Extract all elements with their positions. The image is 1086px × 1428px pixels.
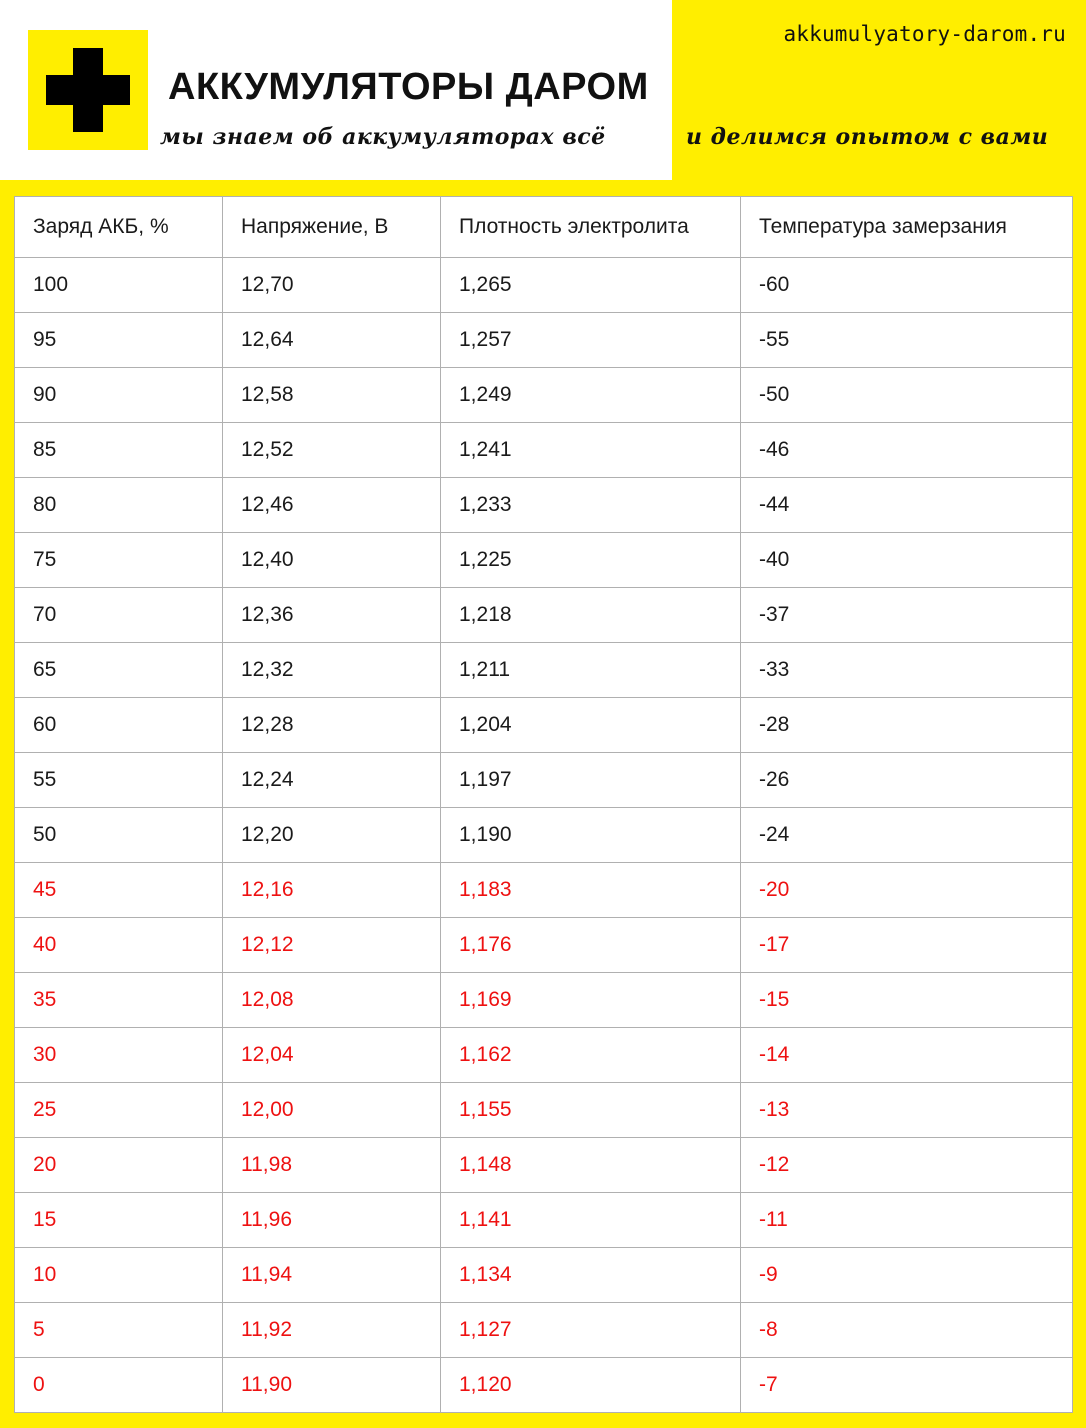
cell-voltage: 12,32 [223,643,441,698]
column-header-freezing-temp: Температура замерзания [741,197,1073,258]
cell-charge: 15 [15,1193,223,1248]
cell-voltage: 12,00 [223,1083,441,1138]
cell-freezing-temp: -50 [741,368,1073,423]
cell-freezing-temp: -9 [741,1248,1073,1303]
cell-freezing-temp: -24 [741,808,1073,863]
cell-density: 1,249 [441,368,741,423]
cell-freezing-temp: -26 [741,753,1073,808]
table-row [15,698,1073,753]
table-row [15,863,1073,918]
cell-freezing-temp: -60 [741,258,1073,313]
cell-density: 1,204 [441,698,741,753]
page-header [0,0,1086,180]
cell-freezing-temp: -55 [741,313,1073,368]
cell-voltage: 12,24 [223,753,441,808]
cell-density: 1,120 [441,1358,741,1413]
cell-freezing-temp: -40 [741,533,1073,588]
cell-density: 1,155 [441,1083,741,1138]
cell-freezing-temp: -28 [741,698,1073,753]
cell-charge: 60 [15,698,223,753]
cell-charge: 50 [15,808,223,863]
table-row [15,1028,1073,1083]
cell-freezing-temp: -33 [741,643,1073,698]
table-row [15,1358,1073,1413]
cell-freezing-temp: -15 [741,973,1073,1028]
table-row [15,1083,1073,1138]
cell-density: 1,190 [441,808,741,863]
cell-density: 1,233 [441,478,741,533]
cell-density: 1,257 [441,313,741,368]
cell-voltage: 12,36 [223,588,441,643]
cell-density: 1,211 [441,643,741,698]
cell-charge: 45 [15,863,223,918]
cell-density: 1,265 [441,258,741,313]
table-row [15,973,1073,1028]
cell-charge: 90 [15,368,223,423]
cell-voltage: 11,92 [223,1303,441,1358]
battery-charge-table [14,196,1073,1413]
cell-freezing-temp: -14 [741,1028,1073,1083]
cell-density: 1,148 [441,1138,741,1193]
cell-voltage: 12,12 [223,918,441,973]
cell-charge: 25 [15,1083,223,1138]
table-row [15,1248,1073,1303]
cell-charge: 40 [15,918,223,973]
cell-voltage: 12,16 [223,863,441,918]
logo [28,30,148,150]
cell-voltage: 12,08 [223,973,441,1028]
cell-voltage: 11,96 [223,1193,441,1248]
table-row [15,313,1073,368]
cell-voltage: 12,20 [223,808,441,863]
cell-charge: 10 [15,1248,223,1303]
cell-voltage: 12,40 [223,533,441,588]
cell-freezing-temp: -11 [741,1193,1073,1248]
table-row [15,1303,1073,1358]
cell-density: 1,169 [441,973,741,1028]
cell-density: 1,127 [441,1303,741,1358]
cell-density: 1,134 [441,1248,741,1303]
cell-freezing-temp: -20 [741,863,1073,918]
brand-name: АККУМУЛЯТОРЫ ДАРОМ [168,66,649,108]
cell-voltage: 11,90 [223,1358,441,1413]
cell-freezing-temp: -46 [741,423,1073,478]
column-header-voltage: Напряжение, В [223,197,441,258]
battery-charge-table-wrapper [14,196,1072,1413]
cell-density: 1,197 [441,753,741,808]
cell-voltage: 12,46 [223,478,441,533]
cell-charge: 95 [15,313,223,368]
cell-freezing-temp: -12 [741,1138,1073,1193]
brand-tagline-secondary: и делимся опытом с вами [686,124,1049,150]
table-row [15,808,1073,863]
cell-charge: 20 [15,1138,223,1193]
table-row [15,423,1073,478]
table-row [15,643,1073,698]
column-header-charge: Заряд АКБ, % [15,197,223,258]
cell-density: 1,176 [441,918,741,973]
column-header-density: Плотность электролита [441,197,741,258]
cell-density: 1,183 [441,863,741,918]
cell-charge: 100 [15,258,223,313]
cell-freezing-temp: -13 [741,1083,1073,1138]
cell-charge: 55 [15,753,223,808]
cell-density: 1,162 [441,1028,741,1083]
table-row [15,478,1073,533]
cell-charge: 85 [15,423,223,478]
cell-density: 1,218 [441,588,741,643]
cell-charge: 35 [15,973,223,1028]
cell-freezing-temp: -37 [741,588,1073,643]
table-row [15,918,1073,973]
table-row [15,588,1073,643]
cell-density: 1,241 [441,423,741,478]
cell-voltage: 11,94 [223,1248,441,1303]
cell-voltage: 12,52 [223,423,441,478]
table-row [15,533,1073,588]
table-row [15,368,1073,423]
cell-voltage: 12,70 [223,258,441,313]
cell-charge: 70 [15,588,223,643]
cell-freezing-temp: -8 [741,1303,1073,1358]
cell-freezing-temp: -44 [741,478,1073,533]
cell-charge: 0 [15,1358,223,1413]
table-row [15,753,1073,808]
cell-density: 1,225 [441,533,741,588]
table-body [15,258,1073,1413]
cell-charge: 5 [15,1303,223,1358]
table-row [15,1193,1073,1248]
plus-cross-icon [28,30,148,150]
table-row [15,1138,1073,1193]
table-header-row [15,197,1073,258]
site-url: akkumulyatory-darom.ru [783,22,1066,46]
cell-charge: 65 [15,643,223,698]
cell-voltage: 11,98 [223,1138,441,1193]
cell-charge: 75 [15,533,223,588]
brand-tagline: мы знаем об аккумуляторах всё [160,124,606,150]
cell-voltage: 12,28 [223,698,441,753]
cell-voltage: 12,04 [223,1028,441,1083]
cell-charge: 30 [15,1028,223,1083]
cell-freezing-temp: -7 [741,1358,1073,1413]
table-row [15,258,1073,313]
cell-voltage: 12,64 [223,313,441,368]
cell-freezing-temp: -17 [741,918,1073,973]
cell-charge: 80 [15,478,223,533]
cell-voltage: 12,58 [223,368,441,423]
cell-density: 1,141 [441,1193,741,1248]
